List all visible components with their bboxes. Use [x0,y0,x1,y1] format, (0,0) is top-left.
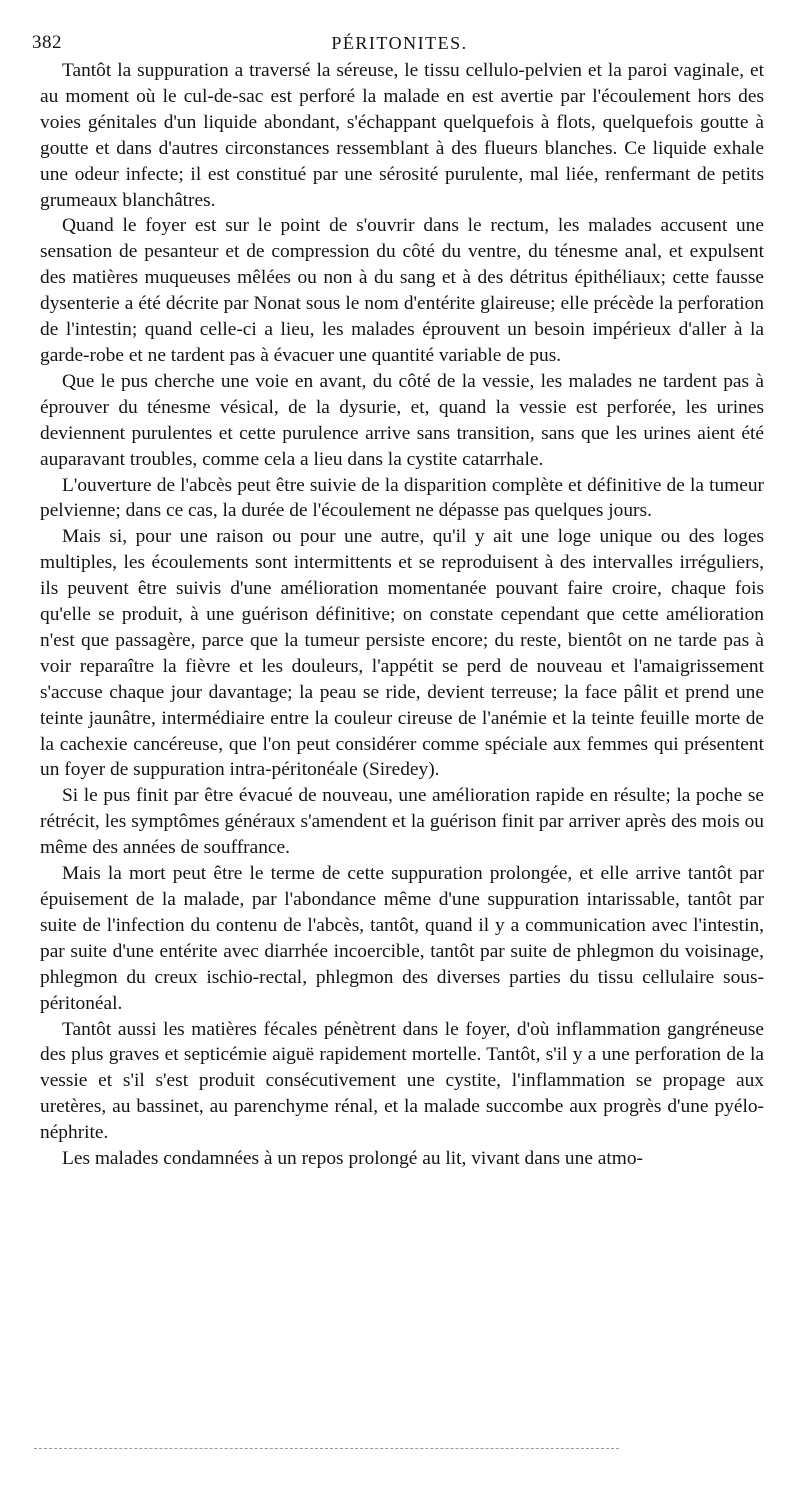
paragraph-vaginal-perforation: Tantôt la suppuration a traversé la séreuse, le tissu cellulo-pelvien et la paroi vaginale, et au moment où le cul-de-sac est perforé la malade en est avertie par l'écoulement hors des voies génitales d'un liquide abondant, s'échappant quelquefois à flots, quelquefois goutte à goutte et dans d'autres circonstances ressemblant à des flueurs blanches. Ce liquide exhale une odeur infecte; il est constitué par une sérosité purulente, mal liée, renfermant de petits grumeaux blanchâtres. [40,60,764,211]
paragraph-bladder-opening: Que le pus cherche une voie en avant, du côté de la vessie, les malades ne tardent pas à éprouver du ténesme vésical, de la dysurie, et, quand la vessie est perforée, les urines deviennent purulentes et cette purulence arrive sans transition, sans que les urines aient été auparavant troubles, comme cela a lieu dans la cystite catarrhale. [40,370,764,470]
page-header [32,30,767,56]
page-number: 382 [32,32,62,53]
bottom-divider [34,1448,619,1449]
paragraph-rectal-opening: Quand le foyer est sur le point de s'ouvrir dans le rectum, les malades accusent une sensation de pesanteur et de compression du côté du ventre, du ténesme anal, et expulsent des matières muqueuses mêlées ou non à du sang et à des détritus épithéliaux; cette fausse dysenterie a été décrite par Nonat sous le nom d'entérite glaireuse; elle précède la perforation de l'intestin; quand celle-ci a lieu, les malades éprouvent un besoin impérieux d'aller à la garde-robe et ne tardent pas à évacuer une quantité variable de pus. [40,215,764,366]
running-title: PÉRITONITES. [331,33,468,53]
paragraph-prolonged-rest: Les malades condamnées à un repos prolongé au lit, vivant dans une atmo- [62,1148,644,1170]
paragraph-fatal-outcome: Mais la mort peut être le terme de cette suppuration prolongée, et elle arrive tantôt par épuisement de la malade, par l'abondance même d'une suppuration intarissable, tantôt par suite de l'infection du contenu de l'abcès, tantôt, quand il y a communication avec l'intestin, par suite d'une entérite avec diarrhée incoercible, tantôt par suite de phlegmon du voisinage, phlegmon du creux ischio-rectal, phlegmon des diverses parties du tissu cellulaire sous-péritonéal. [40,863,764,1014]
paragraph-intermittent-discharge: Mais si, pour une raison ou pour une autre, qu'il y ait une loge unique ou des loges multiples, les écoulements sont intermittents et se reproduisent à des intervalles irréguliers, ils peuvent être suivis d'une amélioration momentanée pouvant faire croire, chaque fois qu'elle se produit, à une guérison définitive; on constate cependant que cette amélioration n'est que passagère, parce que la tumeur persiste encore; du reste, bientôt on ne tarde pas à voir reparaître la fièvre et les douleurs, l'appétit se perd de nouveau et l'amaigrissement s'accuse chaque jour davantage; la peau se ride, devient terreuse; la face pâlit et prend une teinte jaunâtre, intermédiaire entre la couleur cireuse de l'anémie et la teinte feuille morte de la cachexie cancéreuse, que l'on peut considérer comme spéciale aux femmes qui présentent un foyer de suppuration intra-péritonéale (Siredey). [40,526,764,781]
paragraph-improvement: Si le pus finit par être évacué de nouveau, une amélioration rapide en résulte; la poche se rétrécit, les symptômes généraux s'amendent et la guérison finit par arriver après des mois ou même des années de souffrance. [40,785,764,859]
body-text [40,58,764,1172]
paragraph-complications: Tantôt aussi les matières fécales pénètrent dans le foyer, d'où inflammation gangréneuse des plus graves et septicémie aiguë rapidement mortelle. Tantôt, s'il y a une perforation de la vessie et s'il s'est produit consécutivement une cystite, l'inflammation se propage aux uretères, au bassinet, au parenchyme rénal, et la malade succombe aux progrès d'une pyélo-néphrite. [40,1018,764,1144]
paragraph-abscess-resolution: L'ouverture de l'abcès peut être suivie de la disparition complète et définitive de la tumeur pelvienne; dans ce cas, la durée de l'écoulement ne dépasse pas quelques jours. [40,474,764,522]
